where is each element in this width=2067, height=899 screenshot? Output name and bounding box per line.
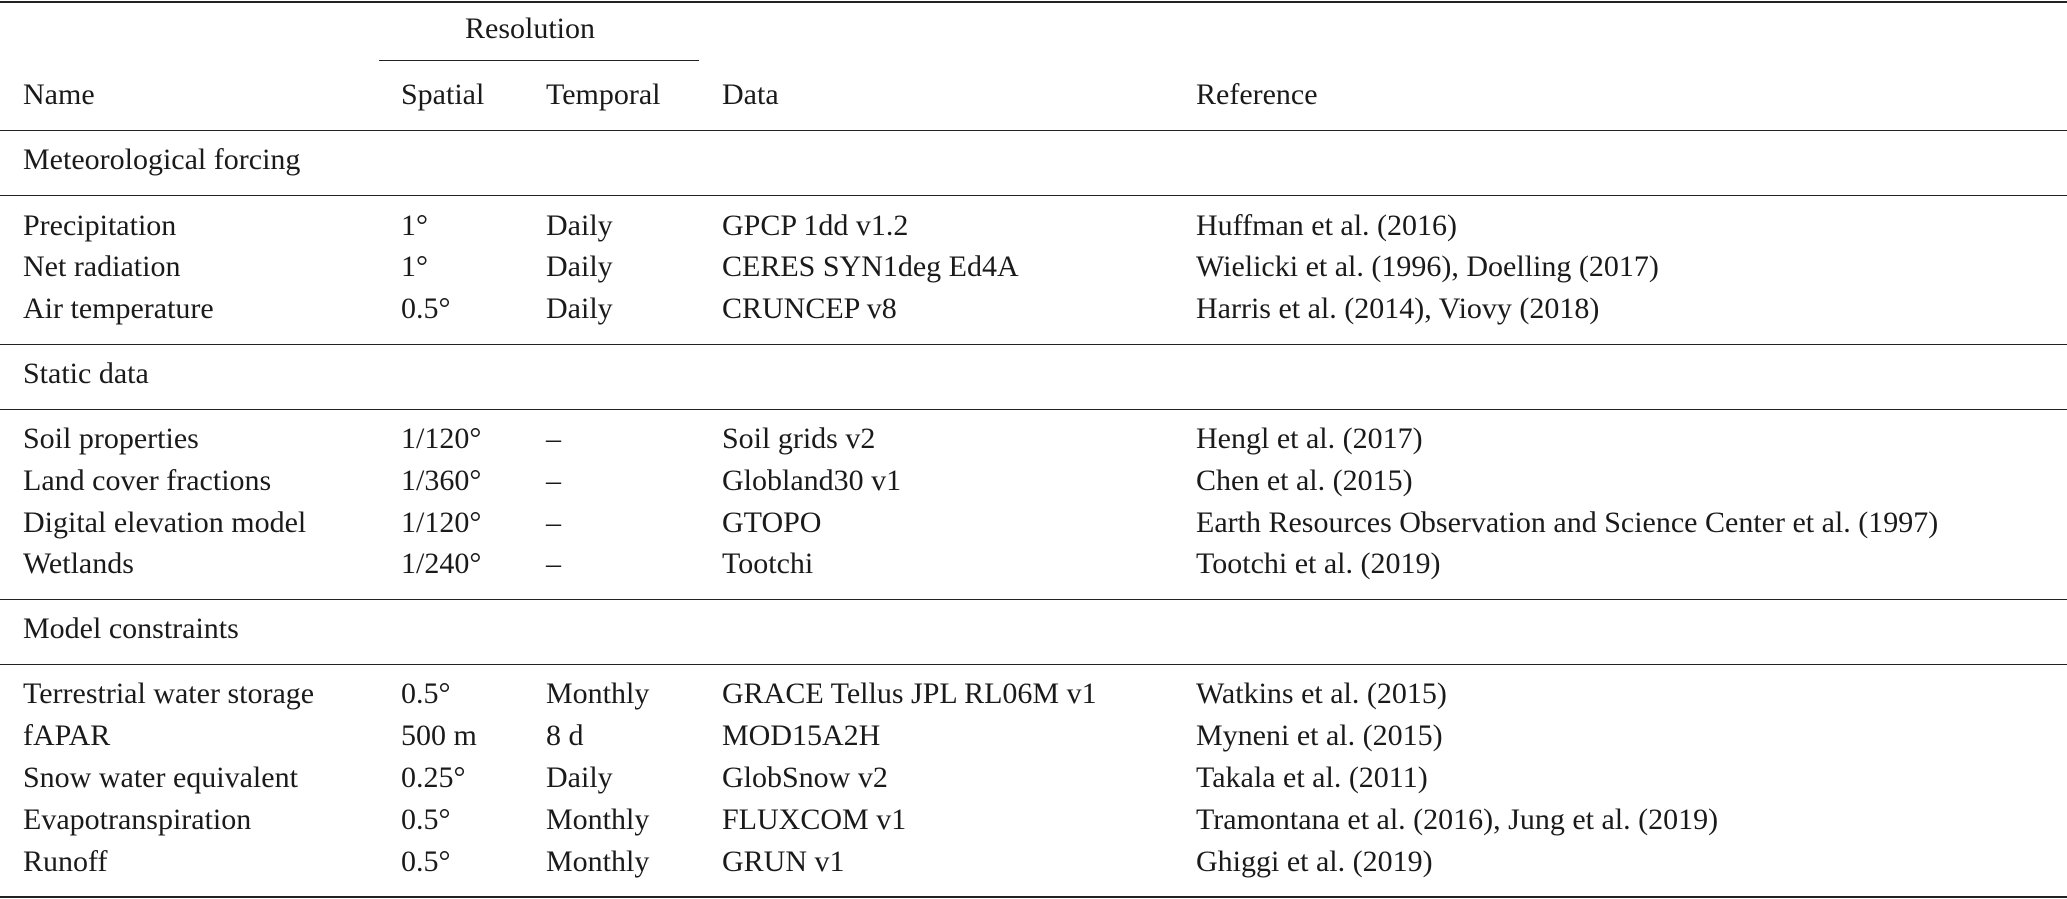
row-temporal: Daily <box>546 292 613 325</box>
row-reference: Earth Resources Observation and Science Center et al. (1997) <box>1196 506 1939 539</box>
row-reference: Myneni et al. (2015) <box>1196 719 1443 752</box>
row-spatial: 1° <box>401 209 428 242</box>
row-spatial: 500 m <box>401 719 477 752</box>
row-reference: Huffman et al. (2016) <box>1196 209 1458 242</box>
row-data: Tootchi <box>722 547 814 580</box>
row-reference: Chen et al. (2015) <box>1196 464 1413 497</box>
section-rule <box>0 664 2067 665</box>
row-name: Wetlands <box>23 547 134 580</box>
row-data: Globland30 v1 <box>722 464 902 497</box>
section-rule <box>0 409 2067 410</box>
row-spatial: 1° <box>401 250 428 283</box>
row-name: Net radiation <box>23 250 181 283</box>
row-data: GRUN v1 <box>722 845 845 878</box>
row-reference: Tramontana et al. (2016), Jung et al. (2019) <box>1196 803 1719 836</box>
row-spatial: 0.5° <box>401 845 451 878</box>
row-temporal: Daily <box>546 209 613 242</box>
row-reference: Watkins et al. (2015) <box>1196 677 1447 710</box>
row-data: GTOPO <box>722 506 822 539</box>
row-temporal: – <box>546 422 561 455</box>
row-spatial: 0.5° <box>401 677 451 710</box>
row-temporal: Daily <box>546 761 613 794</box>
col-header-name: Name <box>23 78 95 111</box>
row-spatial: 1/360° <box>401 464 482 497</box>
row-reference: Tootchi et al. (2019) <box>1196 547 1441 580</box>
resolution-underline <box>379 60 699 61</box>
row-data: GlobSnow v2 <box>722 761 888 794</box>
row-temporal: – <box>546 506 561 539</box>
section-title-meteorological: Meteorological forcing <box>23 143 301 176</box>
row-data: FLUXCOM v1 <box>722 803 907 836</box>
row-reference: Takala et al. (2011) <box>1196 761 1428 794</box>
row-data: MOD15A2H <box>722 719 881 752</box>
header-rule <box>0 130 2067 131</box>
col-header-reference: Reference <box>1196 78 1318 111</box>
row-data: CRUNCEP v8 <box>722 292 897 325</box>
row-spatial: 1/240° <box>401 547 482 580</box>
col-header-spatial: Spatial <box>401 78 485 111</box>
row-temporal: Monthly <box>546 677 650 710</box>
row-name: Land cover fractions <box>23 464 272 497</box>
row-temporal: – <box>546 547 561 580</box>
row-temporal: Daily <box>546 250 613 283</box>
section-rule <box>0 344 2067 345</box>
row-name: Precipitation <box>23 209 177 242</box>
row-reference: Harris et al. (2014), Viovy (2018) <box>1196 292 1600 325</box>
row-name: Evapotranspiration <box>23 803 252 836</box>
row-temporal: – <box>546 464 561 497</box>
row-spatial: 0.5° <box>401 803 451 836</box>
row-data: GPCP 1dd v1.2 <box>722 209 909 242</box>
row-reference: Hengl et al. (2017) <box>1196 422 1423 455</box>
section-title-model-constraints: Model constraints <box>23 612 239 645</box>
col-header-temporal: Temporal <box>546 78 661 111</box>
row-reference: Ghiggi et al. (2019) <box>1196 845 1433 878</box>
row-data: CERES SYN1deg Ed4A <box>722 250 1019 283</box>
row-spatial: 0.5° <box>401 292 451 325</box>
row-name: Soil properties <box>23 422 199 455</box>
row-temporal: Monthly <box>546 803 650 836</box>
row-name: Snow water equivalent <box>23 761 298 794</box>
row-name: fAPAR <box>23 719 111 752</box>
section-rule <box>0 599 2067 600</box>
row-spatial: 1/120° <box>401 506 482 539</box>
section-rule <box>0 195 2067 196</box>
row-temporal: Monthly <box>546 845 650 878</box>
row-reference: Wielicki et al. (1996), Doelling (2017) <box>1196 250 1659 283</box>
row-spatial: 1/120° <box>401 422 482 455</box>
col-header-data: Data <box>722 78 779 111</box>
resolution-group-header: Resolution <box>465 12 596 45</box>
table-top-rule <box>0 1 2067 3</box>
row-name: Terrestrial water storage <box>23 677 315 710</box>
table-bottom-rule <box>0 896 2067 898</box>
row-name: Air temperature <box>23 292 214 325</box>
row-spatial: 0.25° <box>401 761 466 794</box>
row-data: Soil grids v2 <box>722 422 876 455</box>
row-data: GRACE Tellus JPL RL06M v1 <box>722 677 1097 710</box>
row-temporal: 8 d <box>546 719 584 752</box>
section-title-static: Static data <box>23 357 149 390</box>
row-name: Runoff <box>23 845 108 878</box>
row-name: Digital elevation model <box>23 506 307 539</box>
